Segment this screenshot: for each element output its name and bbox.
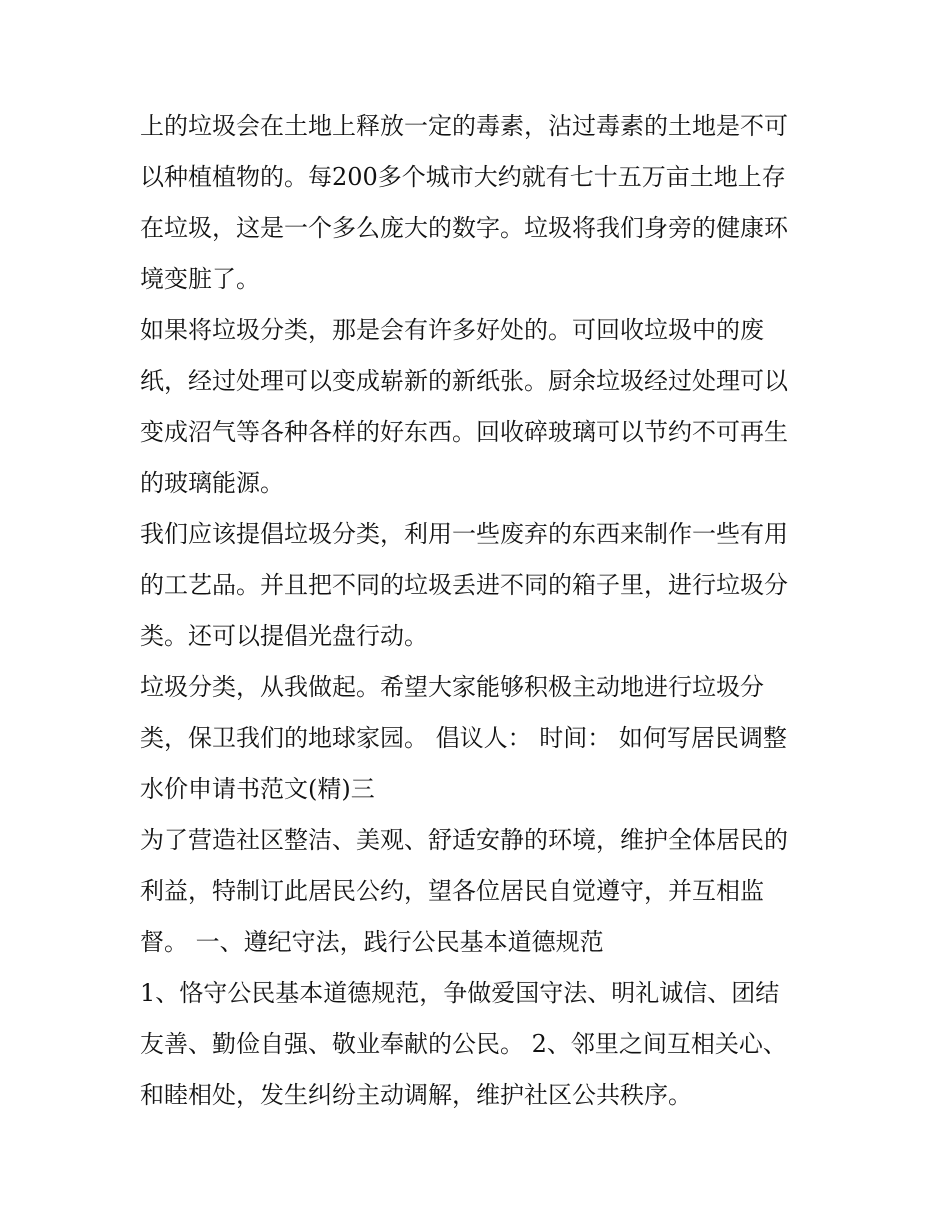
text-line: 为了营造社区整洁、美观、舒适安静的环境，维护全体居民的 [140,826,788,854]
text-line: 如果将垃圾分类，那是会有许多好处的。可回收垃圾中的废 [140,316,764,344]
text-line: 友善、勤俭自强、敬业奉献的公民。 2、邻里之间互相关心、 [140,1030,787,1058]
text-line: 的玻璃能源。 [140,469,284,497]
text-line: 水价申请书范文(精)三 [140,775,375,803]
text-line: 我们应该提倡垃圾分类，利用一些废弃的东西来制作一些有用 [140,520,788,548]
text-line: 的工艺品。并且把不同的垃圾丢进不同的箱子里，进行垃圾分 [140,571,788,599]
text-line: 类。还可以提倡光盘行动。 [140,622,428,650]
text-line: 变成沼气等各种各样的好东西。回收碎玻璃可以节约不可再生 [140,418,788,446]
text-line: 利益，特制订此居民公约，望各位居民自觉遵守，并互相监 [140,877,764,905]
document-page [140,101,820,1121]
text-line: 1、恪守公民基本道德规范，争做爱国守法、明礼诚信、团结 [140,979,780,1007]
text-line: 以种植植物的。每200多个城市大约就有七十五万亩土地上存 [140,163,786,191]
text-line: 纸，经过处理可以变成崭新的新纸张。厨余垃圾经过处理可以 [140,367,788,395]
text-line: 垃圾分类，从我做起。希望大家能够积极主动地进行垃圾分 [140,673,764,701]
text-line: 和睦相处，发生纠纷主动调解，维护社区公共秩序。 [140,1081,692,1109]
text-line: 境变脏了。 [140,265,260,293]
text-line: 在垃圾，这是一个多么庞大的数字。垃圾将我们身旁的健康环 [140,214,788,242]
text-line: 类，保卫我们的地球家园。 倡议人： 时间： 如何写居民调整 [140,724,787,752]
text-line: 督。 一、遵纪守法，践行公民基本道德规范 [140,928,604,956]
text-line: 上的垃圾会在土地上释放一定的毒素，沾过毒素的土地是不可 [140,112,788,140]
